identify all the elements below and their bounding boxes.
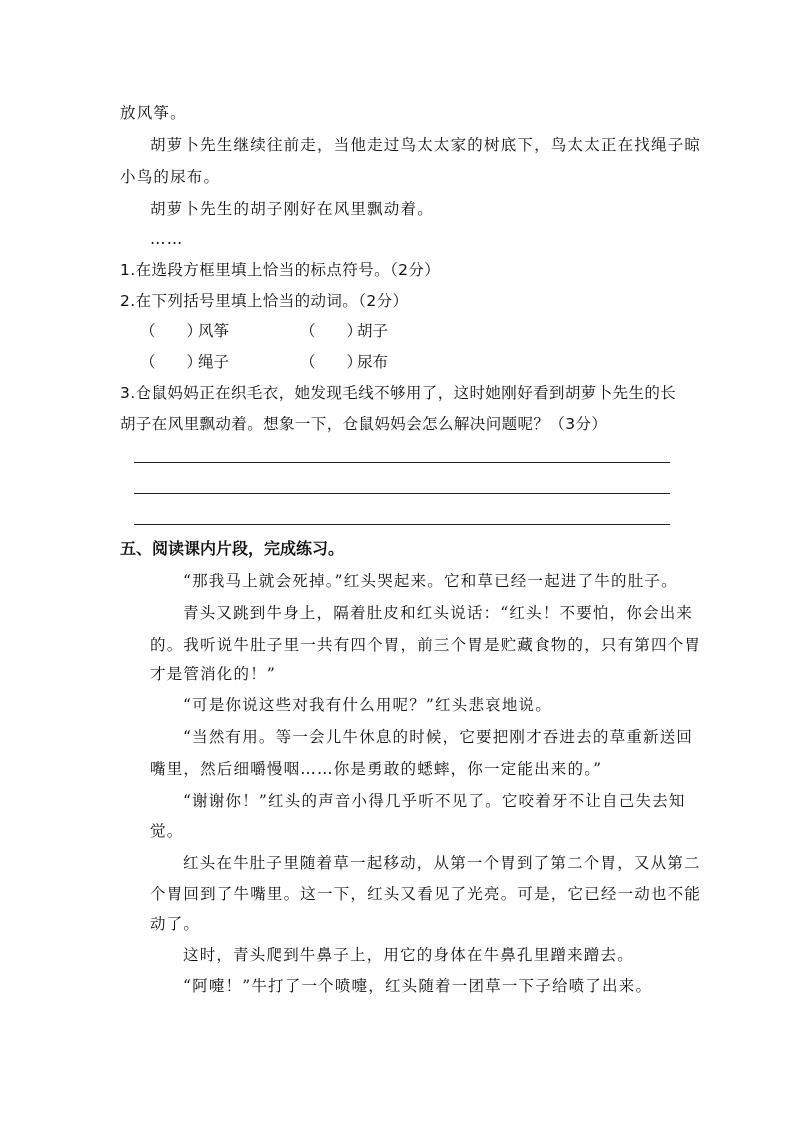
passage-line: “可是你说这些对我有什么用呢？”红头悲哀地说。	[183, 696, 552, 714]
blank-word: 胡子	[357, 322, 389, 340]
passage-line: “阿嚏！”牛打了一个喷嚏，红头随着一团草一下子给喷了出来。	[183, 977, 653, 995]
story-text: 小鸟的尿布。	[120, 168, 221, 186]
answer-blank[interactable]: （ ）	[140, 353, 203, 371]
answer-line[interactable]	[134, 493, 670, 494]
answer-line[interactable]	[134, 524, 670, 525]
passage-line: 动了。	[150, 915, 201, 933]
passage-line: 青头又跳到牛身上，隔着肚皮和红头说话：“红头！不要怕，你会出来	[183, 604, 694, 622]
passage-line: 才是管消化的！”	[150, 665, 277, 683]
passage-line: 嘴里，然后细嚼慢咽……你是勇敢的蟋蟀，你一定能出来的。”	[150, 760, 603, 778]
passage-line: 觉。	[150, 822, 184, 840]
answer-blank[interactable]: （ ）	[140, 322, 203, 340]
blank-word: 尿布	[357, 353, 389, 371]
answer-blank[interactable]: （ ）	[300, 353, 363, 371]
story-text: 放风筝。	[120, 104, 187, 122]
answer-line[interactable]	[134, 462, 670, 463]
blank-word: 风筝	[198, 322, 230, 340]
story-text: 胡萝卜先生的胡子刚好在风里飘动着。	[150, 200, 434, 218]
passage-line: 红头在牛肚子里随着草一起移动，从第一个胃到了第二个胃，又从第二	[183, 854, 701, 872]
question-3: 3.仓鼠妈妈正在织毛衣，她发现毛线不够用了，这时她刚好看到胡萝卜先生的长	[120, 384, 677, 402]
question-2: 2.在下列括号里填上恰当的动词。（2分）	[120, 292, 409, 310]
question-3: 胡子在风里飘动着。想象一下，仓鼠妈妈会怎么解决问题呢？（3分）	[120, 415, 608, 433]
passage-line: 的。我听说牛肚子里一共有四个胃，前三个胃是贮藏食物的，只有第四个胃	[150, 636, 702, 654]
story-text: 胡萝卜先生继续往前走，当他走过鸟太太家的树底下，鸟太太正在找绳子晾	[150, 136, 702, 154]
passage-line: “那我马上就会死掉。”红头哭起来。它和草已经一起进了牛的肚子。	[183, 572, 678, 590]
section-heading: 五、阅读课内片段，完成练习。	[120, 539, 345, 558]
blank-word: 绳子	[198, 353, 230, 371]
passage-line: 这时，青头爬到牛鼻子上，用它的身体在牛鼻孔里蹭来蹭去。	[183, 946, 634, 964]
answer-blank[interactable]: （ ）	[300, 322, 363, 340]
question-1: 1.在选段方框里填上恰当的标点符号。（2分）	[120, 261, 441, 279]
passage-line: 个胃回到了牛嘴里。这一下，红头又看见了光亮。可是，它已经一动也不能	[150, 885, 702, 903]
passage-line: “当然有用。等一会儿牛休息的时候，它要把刚才吞进去的草重新送回	[183, 728, 694, 746]
passage-line: “谢谢你！”红头的声音小得几乎听不见了。它咬着牙不让自己失去知	[183, 792, 686, 810]
story-ellipsis: ……	[150, 230, 184, 248]
